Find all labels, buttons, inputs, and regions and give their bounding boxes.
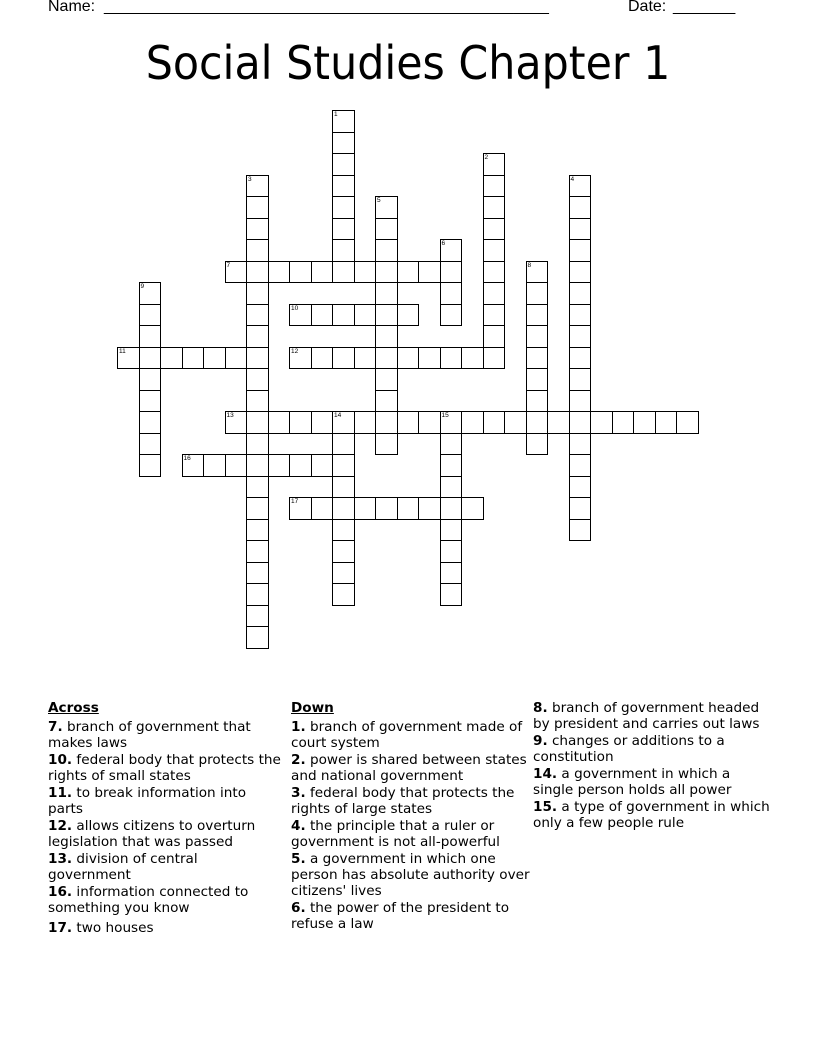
crossword-cell[interactable] [483, 411, 506, 434]
clue-number: 1. [291, 719, 306, 735]
clues-down-column-continued [533, 700, 773, 832]
crossword-cell[interactable] [332, 218, 355, 241]
crossword-cell[interactable] [440, 583, 463, 606]
clue-number: 15. [533, 799, 558, 815]
crossword-cell[interactable] [440, 411, 463, 434]
crossword-cell[interactable] [117, 347, 140, 370]
clue-number: 11. [48, 785, 73, 801]
clue-down [291, 752, 531, 784]
crossword-cell[interactable] [246, 519, 269, 542]
name-field-line[interactable]: __________________________________________________ [104, 0, 549, 15]
crossword-cell[interactable] [332, 110, 355, 133]
crossword-cell[interactable] [332, 347, 355, 370]
crossword-cell[interactable] [354, 411, 377, 434]
crossword-cell[interactable] [569, 497, 592, 520]
crossword-cell[interactable] [246, 282, 269, 305]
crossword-cell[interactable] [332, 411, 355, 434]
down-heading: Down [291, 700, 334, 716]
crossword-cell[interactable] [569, 218, 592, 241]
crossword-cell[interactable] [526, 390, 549, 413]
crossword-cell[interactable] [246, 368, 269, 391]
crossword-cell[interactable] [655, 411, 678, 434]
clue-across [48, 719, 284, 751]
clue-text: to break information into parts [48, 785, 247, 817]
crossword-cell[interactable] [139, 325, 162, 348]
crossword-cell[interactable] [332, 583, 355, 606]
clue-text: federal body that protects the rights of small states [48, 752, 281, 784]
crossword-cell[interactable] [375, 433, 398, 456]
crossword-cell[interactable] [526, 282, 549, 305]
crossword-cell[interactable] [246, 605, 269, 628]
crossword-cell[interactable] [268, 261, 291, 284]
clue-down [291, 851, 531, 899]
crossword-cell[interactable] [246, 304, 269, 327]
crossword-cell[interactable] [569, 196, 592, 219]
crossword-cell[interactable] [139, 433, 162, 456]
crossword-cell[interactable] [246, 196, 269, 219]
crossword-cell[interactable] [182, 347, 205, 370]
clue-down [291, 900, 531, 932]
crossword-cell[interactable] [483, 153, 506, 176]
crossword-cell[interactable] [375, 497, 398, 520]
crossword-cell[interactable] [590, 411, 613, 434]
clue-down [533, 799, 773, 831]
cell-number: 16 [183, 455, 191, 462]
clue-across [48, 785, 284, 817]
crossword-cell[interactable] [160, 347, 183, 370]
crossword-cell[interactable] [418, 411, 441, 434]
cell-number: 14 [334, 412, 342, 419]
crossword-cell[interactable] [375, 304, 398, 327]
crossword-cell[interactable] [397, 347, 420, 370]
clue-number: 9. [533, 733, 548, 749]
crossword-cell[interactable] [332, 433, 355, 456]
clue-text: the principle that a ruler or government is not all-powerful [291, 818, 500, 850]
crossword-cell[interactable] [526, 368, 549, 391]
cell-number: 4 [570, 175, 575, 183]
crossword-cell[interactable] [397, 261, 420, 284]
crossword-cell[interactable] [311, 497, 334, 520]
crossword-cell[interactable] [289, 454, 312, 477]
across-heading: Across [48, 700, 99, 716]
crossword-cell[interactable] [225, 347, 248, 370]
clue-across [48, 884, 284, 916]
crossword-cell[interactable] [483, 196, 506, 219]
crossword-cell[interactable] [418, 261, 441, 284]
clue-down [533, 766, 773, 798]
crossword-cell[interactable] [440, 261, 463, 284]
crossword-cell[interactable] [526, 433, 549, 456]
cell-number: 2 [484, 154, 489, 161]
clue-text: a type of government in which only a few people rule [533, 799, 770, 831]
crossword-cell[interactable] [483, 282, 506, 305]
cell-number: 6 [441, 240, 446, 247]
crossword-cell[interactable] [483, 347, 506, 370]
crossword-cell[interactable] [311, 347, 334, 370]
crossword-cell[interactable] [440, 433, 463, 456]
clue-number: 4. [291, 818, 306, 834]
clue-text: two houses [76, 920, 154, 936]
crossword-cell[interactable] [483, 175, 506, 198]
crossword-cell[interactable] [332, 196, 355, 219]
cell-number: 13 [226, 412, 234, 419]
crossword-cell[interactable] [332, 304, 355, 327]
crossword-cell[interactable] [332, 519, 355, 542]
crossword-cell[interactable] [354, 347, 377, 370]
crossword-cell[interactable] [139, 411, 162, 434]
crossword-cell[interactable] [139, 390, 162, 413]
cell-number: 3 [248, 175, 252, 183]
crossword-cell[interactable] [569, 476, 592, 499]
crossword-cell[interactable] [246, 261, 269, 284]
crossword-cell[interactable] [569, 347, 592, 370]
crossword-cell[interactable] [418, 497, 441, 520]
date-field-line[interactable]: _______ [673, 0, 736, 15]
clue-number: 14. [533, 766, 558, 782]
crossword-cell[interactable] [289, 497, 312, 520]
crossword-cell[interactable] [289, 411, 312, 434]
crossword-cell[interactable] [418, 347, 441, 370]
clue-text: the power of the president to refuse a law [291, 900, 510, 932]
crossword-cell[interactable] [440, 304, 463, 327]
crossword-cell[interactable] [311, 454, 334, 477]
crossword-cell[interactable] [483, 304, 506, 327]
clue-number: 6. [291, 900, 306, 916]
crossword-cell[interactable] [246, 583, 269, 606]
crossword-cell[interactable] [526, 261, 549, 284]
crossword-cell[interactable] [225, 261, 248, 284]
crossword-cell[interactable] [375, 239, 398, 262]
crossword-cell[interactable] [246, 325, 269, 348]
crossword-cell[interactable] [246, 239, 269, 262]
crossword-cell[interactable] [375, 218, 398, 241]
clue-across [48, 818, 284, 850]
clue-text: a government in which a single person holds all power [533, 766, 732, 798]
crossword-cell[interactable] [225, 411, 248, 434]
crossword-cell[interactable] [569, 368, 592, 391]
cell-number: 17 [291, 498, 299, 505]
crossword-cell[interactable] [461, 497, 484, 520]
crossword-cell[interactable] [246, 390, 269, 413]
crossword-cell[interactable] [569, 390, 592, 413]
crossword-cell[interactable] [397, 497, 420, 520]
crossword-cell[interactable] [483, 261, 506, 284]
clue-text: branch of government made of court system [291, 719, 523, 751]
crossword-cell[interactable] [289, 304, 312, 327]
crossword-cell[interactable] [289, 261, 312, 284]
clue-down [291, 785, 531, 817]
crossword-cell[interactable] [375, 368, 398, 391]
crossword-cell[interactable] [375, 325, 398, 348]
crossword-cell[interactable] [246, 218, 269, 241]
crossword-cell[interactable] [332, 454, 355, 477]
clue-down [533, 700, 773, 732]
clue-number: 12. [48, 818, 73, 834]
crossword-cell[interactable] [332, 476, 355, 499]
crossword-cell[interactable] [569, 175, 592, 198]
crossword-cell[interactable] [332, 540, 355, 563]
clue-number: 17. [48, 920, 73, 936]
clue-number: 5. [291, 851, 306, 867]
clue-text: information connected to something you know [48, 884, 249, 916]
crossword-cell[interactable] [569, 239, 592, 262]
crossword-cell[interactable] [332, 153, 355, 176]
crossword-cell[interactable] [354, 304, 377, 327]
crossword-cell[interactable] [268, 454, 291, 477]
crossword-cell[interactable] [375, 390, 398, 413]
crossword-cell[interactable] [246, 433, 269, 456]
clue-text: division of central government [48, 851, 198, 883]
crossword-cell[interactable] [332, 497, 355, 520]
crossword-cell[interactable] [569, 411, 592, 434]
crossword-cell[interactable] [440, 239, 463, 262]
crossword-cell[interactable] [332, 132, 355, 155]
crossword-cell[interactable] [246, 476, 269, 499]
crossword-cell[interactable] [440, 540, 463, 563]
crossword-cell[interactable] [375, 411, 398, 434]
page-title: Social Studies Chapter 1 [145, 36, 671, 90]
crossword-cell[interactable] [289, 347, 312, 370]
crossword-cell[interactable] [504, 411, 527, 434]
crossword-cell[interactable] [182, 454, 205, 477]
clue-text: branch of government headed by president and carries out laws [533, 700, 760, 732]
cell-number: 11 [119, 347, 126, 355]
crossword-cell[interactable] [461, 411, 484, 434]
crossword-cell[interactable] [225, 454, 248, 477]
crossword-cell[interactable] [246, 454, 269, 477]
clue-text: allows citizens to overturn legislation that was passed [48, 818, 256, 850]
cell-number: 7 [226, 261, 231, 269]
crossword-cell[interactable] [440, 497, 463, 520]
crossword-cell[interactable] [526, 304, 549, 327]
clue-number: 3. [291, 785, 306, 801]
cell-number: 9 [140, 283, 145, 290]
crossword-cell[interactable] [203, 347, 226, 370]
crossword-cell[interactable] [139, 454, 162, 477]
crossword-cell[interactable] [139, 347, 162, 370]
cell-number: 8 [527, 261, 532, 269]
crossword-cell[interactable] [440, 454, 463, 477]
clue-text: a government in which one person has absolute authority over citizens' lives [291, 851, 530, 899]
cell-number: 5 [377, 197, 381, 204]
crossword-cell[interactable] [311, 304, 334, 327]
crossword-cell[interactable] [246, 626, 269, 649]
crossword-cell[interactable] [569, 433, 592, 456]
crossword-cell[interactable] [526, 347, 549, 370]
crossword-cell[interactable] [354, 261, 377, 284]
crossword-cell[interactable] [332, 562, 355, 585]
clue-number: 7. [48, 719, 63, 735]
crossword-cell[interactable] [547, 411, 570, 434]
crossword-cell[interactable] [268, 411, 291, 434]
name-label: Name: [48, 0, 96, 15]
crossword-cell[interactable] [569, 304, 592, 327]
clue-number: 16. [48, 884, 73, 900]
crossword-cell[interactable] [633, 411, 656, 434]
crossword-cell[interactable] [311, 261, 334, 284]
crossword-cell[interactable] [246, 540, 269, 563]
crossword-cell[interactable] [569, 325, 592, 348]
clue-number: 13. [48, 851, 73, 867]
crossword-cell[interactable] [246, 347, 269, 370]
crossword-cell[interactable] [311, 411, 334, 434]
date-label: Date: [628, 0, 667, 15]
clues-down-column [291, 700, 531, 933]
crossword-cell[interactable] [375, 282, 398, 305]
clue-number: 2. [291, 752, 306, 768]
crossword-cell[interactable] [569, 454, 592, 477]
cell-number: 12 [291, 347, 299, 355]
clue-text: branch of government that makes laws [48, 719, 251, 751]
clue-number: 10. [48, 752, 73, 768]
crossword-cell[interactable] [375, 347, 398, 370]
crossword-cell[interactable] [569, 282, 592, 305]
clue-text: changes or additions to a constitution [533, 733, 725, 765]
clue-across [48, 920, 284, 936]
clues-across-column [48, 700, 284, 937]
crossword-cell[interactable] [246, 175, 269, 198]
crossword-cell[interactable] [246, 497, 269, 520]
crossword-cell[interactable] [440, 282, 463, 305]
crossword-cell[interactable] [139, 282, 162, 305]
clue-down [291, 818, 531, 850]
crossword-cell[interactable] [461, 347, 484, 370]
cell-number: 15 [441, 412, 449, 419]
clue-across [48, 851, 284, 883]
crossword-cell[interactable] [139, 368, 162, 391]
cell-number: 10 [291, 304, 299, 312]
crossword-cell[interactable] [375, 261, 398, 284]
crossword-cell[interactable] [246, 411, 269, 434]
crossword-cell[interactable] [526, 325, 549, 348]
crossword-cell[interactable] [483, 218, 506, 241]
clue-number: 8. [533, 700, 548, 716]
crossword-cell[interactable] [569, 519, 592, 542]
clue-text: federal body that protects the rights of large states [291, 785, 515, 817]
clue-down [291, 719, 531, 751]
crossword-cell[interactable] [569, 261, 592, 284]
crossword-cell[interactable] [612, 411, 635, 434]
crossword-cell[interactable] [440, 562, 463, 585]
crossword-cell[interactable] [332, 261, 355, 284]
crossword-cell[interactable] [440, 476, 463, 499]
crossword-cell[interactable] [483, 239, 506, 262]
crossword-cell[interactable] [332, 239, 355, 262]
crossword-cell[interactable] [354, 497, 377, 520]
crossword-cell[interactable] [676, 411, 699, 434]
clue-down [533, 733, 773, 765]
clue-text: power is shared between states and national government [291, 752, 527, 784]
crossword-cell[interactable] [440, 519, 463, 542]
crossword-cell[interactable] [246, 562, 269, 585]
crossword-cell[interactable] [139, 304, 162, 327]
crossword-cell[interactable] [332, 175, 355, 198]
crossword-cell[interactable] [375, 196, 398, 219]
crossword-cell[interactable] [203, 454, 226, 477]
crossword-cell[interactable] [397, 304, 420, 327]
crossword-cell[interactable] [397, 411, 420, 434]
crossword-cell[interactable] [526, 411, 549, 434]
crossword-cell[interactable] [483, 325, 506, 348]
clue-across [48, 752, 284, 784]
crossword-cell[interactable] [440, 347, 463, 370]
cell-number: 1 [334, 111, 338, 118]
